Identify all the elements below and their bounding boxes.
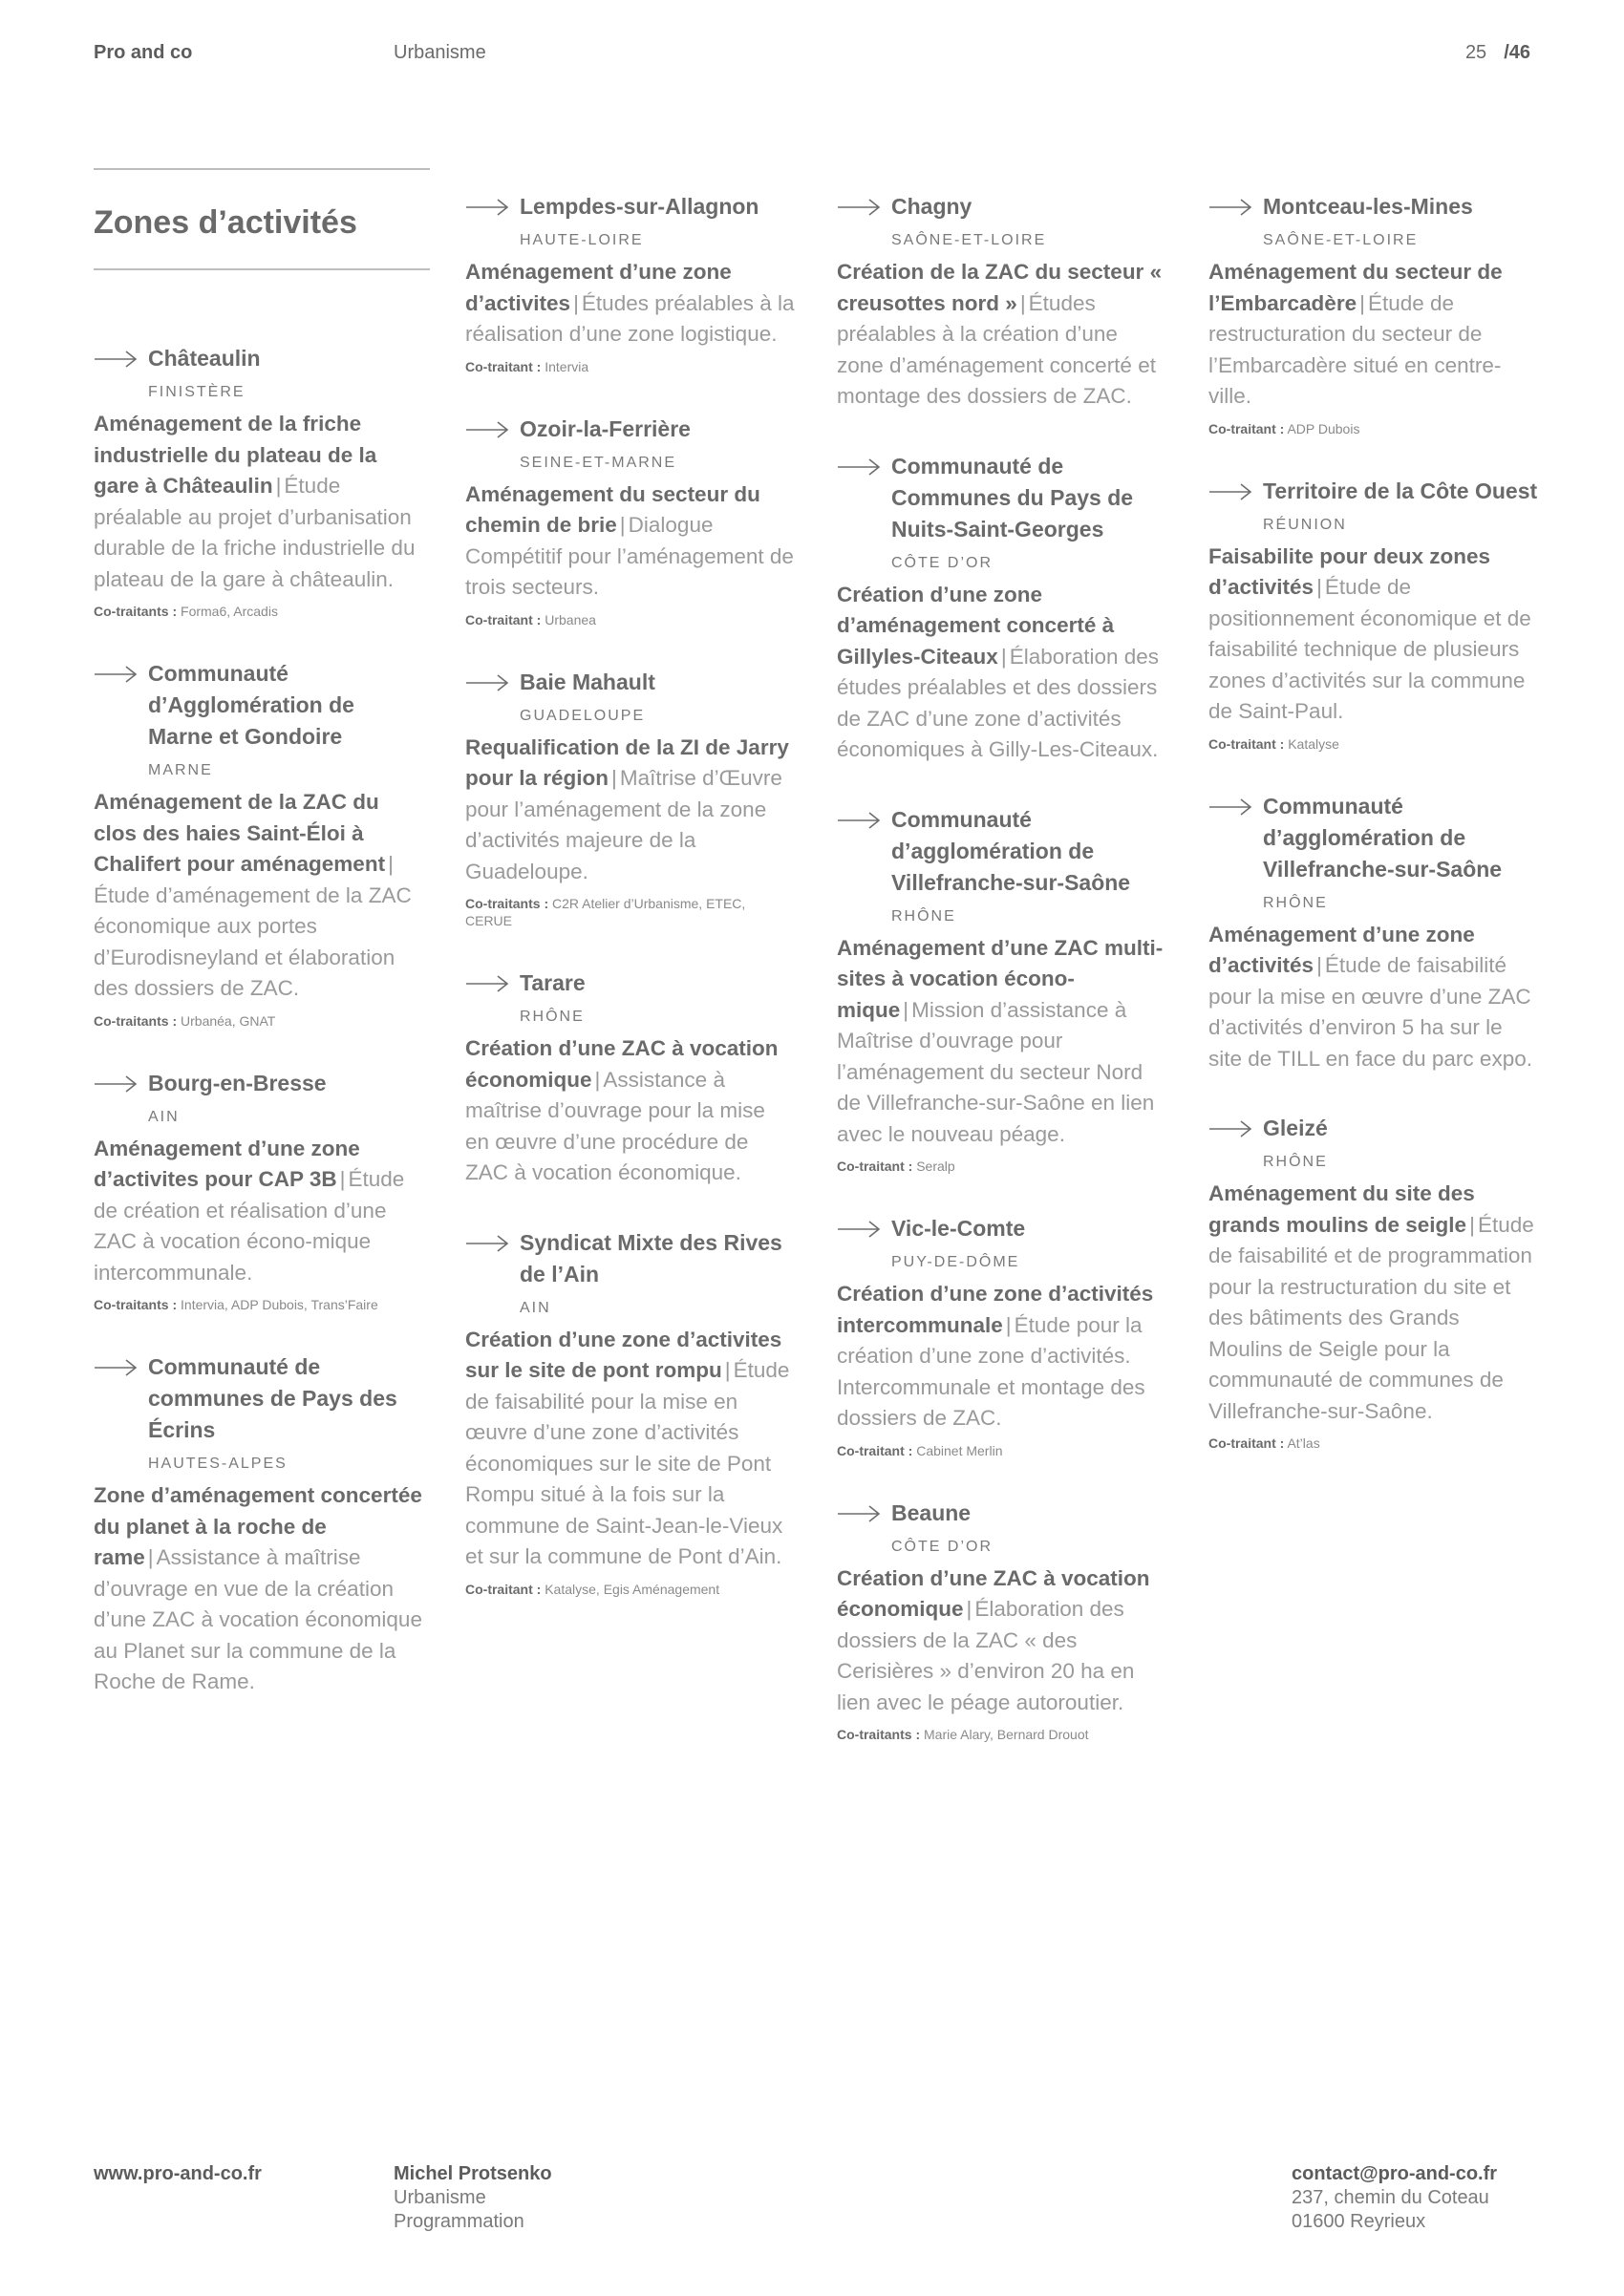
partners-names: Intervia bbox=[545, 358, 589, 374]
page-number bbox=[1465, 42, 1530, 64]
partners-label: Co-traitant : bbox=[1208, 1435, 1285, 1451]
project-entry bbox=[837, 1498, 1166, 1744]
arrow-right-icon bbox=[465, 419, 509, 440]
project-region: RHÔNE bbox=[520, 1009, 585, 1025]
partners-label: Co-traitant : bbox=[1208, 735, 1285, 752]
project-title: Aménagement d’une zone d’activites bbox=[465, 260, 732, 315]
project-partners bbox=[837, 1158, 1166, 1175]
partners-label: Co-traitant : bbox=[837, 1159, 913, 1174]
partners-names: Forma6, Arcadis bbox=[181, 604, 278, 619]
column-1 bbox=[94, 168, 423, 1736]
project-title: Création d’une zone d’aménagement concerté à Gillyles-Citeaux bbox=[837, 582, 1115, 669]
partners-label: Co-traitants : bbox=[837, 1727, 921, 1742]
project-place: Chagny bbox=[891, 194, 972, 219]
arrow-right-icon bbox=[1208, 797, 1252, 818]
project-text: Maîtrise d’Œuvre pour l’aménagement de la zone d’activités majeure de la Guadeloupe. bbox=[465, 766, 782, 883]
partners-names: Seralp bbox=[916, 1159, 955, 1174]
partners-label: Co-traitant : bbox=[1208, 420, 1285, 436]
project-region: FINISTÈRE bbox=[148, 384, 246, 400]
arrow-right-icon bbox=[837, 1503, 881, 1524]
project-place: Lempdes-sur-Allagnon bbox=[520, 194, 759, 219]
project-description bbox=[1208, 542, 1538, 728]
project-entry bbox=[837, 191, 1166, 413]
project-region: CÔTE D’OR bbox=[891, 1538, 993, 1555]
project-description bbox=[1208, 920, 1538, 1075]
project-partners bbox=[1208, 1435, 1538, 1452]
column-2 bbox=[465, 191, 795, 1636]
entry-header bbox=[837, 804, 1166, 899]
page-header bbox=[94, 42, 1530, 71]
separator-bar: | bbox=[1316, 953, 1322, 977]
project-description bbox=[94, 787, 423, 1005]
arrow-right-icon bbox=[837, 457, 881, 478]
partners-label: Co-traitants : bbox=[94, 1297, 178, 1312]
entry-header bbox=[94, 1068, 423, 1099]
project-place: Baie Mahault bbox=[520, 669, 655, 694]
arrow-right-icon bbox=[465, 973, 509, 994]
total-pages: /46 bbox=[1504, 42, 1530, 63]
entry-header bbox=[837, 191, 1166, 223]
project-region: GUADELOUPE bbox=[520, 707, 646, 724]
project-partners bbox=[94, 603, 423, 620]
project-text: Mission d’assistance à Maîtrise d’ouvrage pour l’aménagement du secteur Nord de Villefranche-sur-Saône en lien avec le nouveau péage. bbox=[837, 997, 1155, 1146]
project-text: Dialogue Compétitif pour l’aménagement de trois secteurs. bbox=[465, 513, 794, 599]
project-title: Aménagement d’une zone d’activites pour CAP 3B bbox=[94, 1136, 360, 1191]
entry-header bbox=[465, 1227, 795, 1290]
project-entry bbox=[1208, 476, 1538, 753]
partners-names: Katalyse bbox=[1288, 735, 1339, 752]
partners-label: Co-traitants : bbox=[94, 1012, 178, 1029]
project-text: Étude de positionnement économique et de faisabilité technique de plusieurs zones d’activités sur la commune de Saint-Paul. bbox=[1208, 575, 1531, 723]
partners-label: Co-traitant : bbox=[465, 1581, 542, 1597]
separator-bar: | bbox=[1005, 1312, 1012, 1337]
author-name: Michel Protsenko bbox=[394, 2163, 552, 2184]
project-partners bbox=[465, 895, 795, 929]
arrow-right-icon bbox=[94, 1357, 138, 1378]
project-region: RÉUNION bbox=[1263, 516, 1347, 533]
project-title: Création d’une zone d’activités intercommunale bbox=[837, 1282, 1154, 1337]
partners-label: Co-traitant : bbox=[465, 611, 542, 627]
partners-names: At’las bbox=[1287, 1435, 1320, 1451]
entry-header bbox=[1208, 1113, 1538, 1144]
project-place: Communauté de Communes du Pays de Nuits-Saint-Georges bbox=[891, 453, 1134, 542]
project-place: Châteaulin bbox=[148, 346, 261, 371]
project-entry bbox=[837, 451, 1166, 766]
arrow-right-icon bbox=[465, 1233, 509, 1254]
project-place: Communauté d’Agglomération de Marne et Gondoire bbox=[148, 661, 354, 749]
entry-header bbox=[837, 451, 1166, 545]
author-role-1: Urbanisme bbox=[394, 2187, 486, 2208]
project-place: Syndicat Mixte des Rives de l’Ain bbox=[520, 1229, 782, 1286]
project-description bbox=[1208, 1179, 1538, 1427]
project-region: SEINE-ET-MARNE bbox=[520, 454, 677, 471]
arrow-right-icon bbox=[1208, 197, 1252, 218]
separator-bar: | bbox=[619, 513, 626, 537]
partners-label: Co-traitants : bbox=[94, 604, 178, 619]
project-title: Création d’une ZAC à vocation économique bbox=[837, 1565, 1150, 1621]
partners-label: Co-traitant : bbox=[465, 358, 542, 374]
separator-bar: | bbox=[388, 852, 394, 876]
project-partners bbox=[1208, 735, 1538, 753]
separator-bar: | bbox=[275, 474, 282, 498]
project-place: Montceau-les-Mines bbox=[1263, 194, 1473, 219]
project-text: Étude de faisabilité pour la mise en œuvre d’une ZAC d’activités d’environ 5 ha sur le site de TILL en face du parc expo. bbox=[1208, 953, 1532, 1071]
project-description bbox=[465, 257, 795, 351]
project-region: HAUTE-LOIRE bbox=[520, 232, 644, 248]
entry-header bbox=[1208, 476, 1538, 507]
separator-bar: | bbox=[594, 1067, 601, 1092]
project-title: Zone d’aménagement concertée du planet à la roche de rame bbox=[94, 1483, 422, 1569]
project-description bbox=[94, 1134, 423, 1289]
project-title: Création d’une ZAC à vocation économique bbox=[465, 1036, 779, 1092]
separator-bar: | bbox=[339, 1167, 346, 1191]
column-4 bbox=[1208, 191, 1538, 1490]
project-region: SAÔNE-ET-LOIRE bbox=[891, 232, 1047, 248]
arrow-right-icon bbox=[94, 1074, 138, 1095]
project-partners bbox=[465, 1581, 795, 1598]
project-text: Étude de création et réalisation d’une ZAC à vocation écono-mique intercommunale. bbox=[94, 1167, 405, 1285]
project-place: Communauté de communes de Pays des Écrins bbox=[148, 1354, 397, 1442]
separator-bar: | bbox=[147, 1545, 154, 1569]
project-entry bbox=[94, 1068, 423, 1314]
project-place: Bourg-en-Bresse bbox=[148, 1070, 327, 1095]
arrow-right-icon bbox=[837, 1219, 881, 1240]
project-description bbox=[1208, 257, 1538, 413]
project-title: Création de la ZAC du secteur « creusottes nord » bbox=[837, 260, 1163, 315]
project-entry bbox=[465, 191, 795, 375]
column-3 bbox=[837, 191, 1166, 1781]
author-role-2: Programmation bbox=[394, 2211, 524, 2232]
project-partners bbox=[465, 358, 795, 375]
entry-header bbox=[94, 1351, 423, 1446]
entry-header bbox=[837, 1498, 1166, 1529]
project-place: Communauté d’agglomération de Villefranche-sur-Saône bbox=[1263, 793, 1503, 882]
project-partners bbox=[94, 1012, 423, 1030]
entry-header bbox=[465, 667, 795, 698]
partners-names: Katalyse, Egis Aménagement bbox=[545, 1581, 720, 1597]
brand-name: Pro and co bbox=[94, 42, 193, 63]
project-partners bbox=[94, 1296, 423, 1313]
separator-bar: | bbox=[1019, 290, 1026, 315]
project-entry bbox=[94, 1351, 423, 1698]
project-title: Aménagement du site des grands moulins de seigle bbox=[1208, 1181, 1475, 1237]
separator-bar: | bbox=[966, 1597, 972, 1621]
entry-header bbox=[465, 967, 795, 999]
partners-names: Cabinet Merlin bbox=[916, 1442, 1003, 1458]
project-text: Étude de faisabilité et de programmation pour la restructuration du site et des bâtiments des Grands Moulins de Seigle pour la communauté de communes de Villefranche-sur-Saône. bbox=[1208, 1212, 1534, 1423]
arrow-right-icon bbox=[465, 197, 509, 218]
arrow-right-icon bbox=[837, 197, 881, 218]
project-region: RHÔNE bbox=[1263, 894, 1328, 911]
project-text: Études préalables à la création d’une zone d’aménagement concerté et montage des dossiers de ZAC. bbox=[837, 290, 1156, 408]
partners-names: Marie Alary, Bernard Drouot bbox=[924, 1727, 1089, 1742]
project-text: Étude préalable au projet d’urbanisation durable de la friche industrielle du plateau de la gare à châteaulin. bbox=[94, 474, 416, 591]
project-text: Étude d’aménagement de la ZAC économique aux portes d’Eurodisneyland et élaboration des dossiers de ZAC. bbox=[94, 882, 412, 1000]
separator-bar: | bbox=[611, 766, 617, 790]
project-description bbox=[837, 933, 1166, 1151]
project-entry bbox=[94, 343, 423, 620]
separator-bar: | bbox=[1359, 290, 1365, 315]
separator-bar: | bbox=[1316, 575, 1322, 599]
entry-header bbox=[94, 343, 423, 374]
project-title: Aménagement d’une ZAC multi-sites à vocation écono-mique bbox=[837, 935, 1164, 1022]
arrow-right-icon bbox=[465, 672, 509, 693]
project-place: Beaune bbox=[891, 1499, 972, 1525]
current-page: 25 bbox=[1464, 42, 1487, 63]
project-text: Assistance à maîtrise d’ouvrage en vue de la création d’une ZAC à vocation économique au Planet sur la commune de la Roche de Rame. bbox=[94, 1545, 422, 1693]
project-partners bbox=[1208, 420, 1538, 437]
project-region: PUY-DE-DÔME bbox=[891, 1254, 1020, 1270]
section-title-block bbox=[94, 168, 430, 270]
project-description bbox=[837, 580, 1166, 766]
project-title: Aménagement de la friche industrielle du plateau de la gare à Châteaulin bbox=[94, 412, 377, 498]
separator-bar: | bbox=[724, 1358, 731, 1382]
project-description bbox=[94, 1480, 423, 1698]
arrow-right-icon bbox=[94, 664, 138, 685]
entry-header bbox=[837, 1213, 1166, 1244]
project-place: Vic-le-Comte bbox=[891, 1216, 1026, 1241]
project-place: Ozoir-la-Ferrière bbox=[520, 415, 691, 441]
project-region: HAUTES-ALPES bbox=[148, 1456, 288, 1472]
project-region: RHÔNE bbox=[891, 907, 956, 925]
project-entry bbox=[1208, 1113, 1538, 1452]
website-link[interactable]: www.pro-and-co.fr bbox=[94, 2163, 262, 2184]
project-description bbox=[837, 1563, 1166, 1719]
project-description bbox=[837, 1279, 1166, 1435]
project-title: Aménagement d’une zone d’activités bbox=[1208, 922, 1475, 977]
partners-label: Co-traitants : bbox=[465, 896, 549, 911]
project-entry bbox=[465, 414, 795, 628]
project-description bbox=[837, 257, 1166, 413]
project-partners bbox=[837, 1726, 1166, 1743]
project-title: Aménagement de la ZAC du clos des haies Saint-Éloi à Chalifert pour aménagement bbox=[94, 790, 386, 876]
project-text: Élaboration des études préalables et des dossiers de ZAC d’une zone d’activités économiques à Gilly-Les-Citeaux. bbox=[837, 644, 1160, 761]
arrow-right-icon bbox=[1208, 1118, 1252, 1139]
project-description bbox=[465, 733, 795, 888]
separator-bar: | bbox=[573, 290, 579, 315]
project-place: Gleizé bbox=[1263, 1116, 1328, 1140]
project-entry bbox=[837, 804, 1166, 1176]
project-description bbox=[94, 409, 423, 595]
project-region: CÔTE D’OR bbox=[891, 554, 993, 571]
partners-names: Intervia, ADP Dubois, Trans’Faire bbox=[181, 1297, 378, 1312]
project-entry bbox=[837, 1213, 1166, 1459]
partners-label: Co-traitant : bbox=[837, 1442, 913, 1458]
project-text: Étude de faisabilité pour la mise en œuvre d’une zone d’activités économiques sur le site de Pont Rompu situé à la fois sur la commune de Saint-Jean-le-Vieux et sur la commune de Pont d’Ain. bbox=[465, 1358, 790, 1568]
project-title: Création d’une zone d’activites sur le site de pont rompu bbox=[465, 1327, 782, 1382]
entry-header bbox=[465, 414, 795, 445]
section-title: Zones d’activités bbox=[94, 204, 357, 241]
project-text: Élaboration des dossiers de la ZAC « des Cerisières » d’environ 20 ha en lien avec le péage autoroutier. bbox=[837, 1597, 1135, 1714]
project-title: Requalification de la ZI de Jarry pour la région bbox=[465, 734, 789, 790]
address-line-2: 01600 Reyrieux bbox=[1292, 2211, 1426, 2232]
project-title: Faisabilite pour deux zones d’activités bbox=[1208, 543, 1491, 599]
arrow-right-icon bbox=[837, 810, 881, 831]
section-name: Urbanisme bbox=[394, 42, 486, 63]
project-place: Communauté d’agglomération de Villefranche-sur-Saône bbox=[891, 806, 1131, 895]
address-line-1: 237, chemin du Coteau bbox=[1292, 2187, 1489, 2208]
contact-block bbox=[1292, 2162, 1497, 2234]
project-text: Étude de restructuration du secteur de l’Embarcadère situé en centre-ville. bbox=[1208, 290, 1502, 408]
project-region: AIN bbox=[520, 1299, 551, 1316]
separator-bar: | bbox=[903, 997, 909, 1022]
project-text: Études préalables à la réalisation d’une zone logistique. bbox=[465, 290, 795, 346]
project-entry bbox=[465, 1227, 795, 1598]
entry-header bbox=[1208, 191, 1538, 223]
project-region: AIN bbox=[148, 1108, 180, 1125]
separator-bar: | bbox=[1469, 1212, 1475, 1237]
entry-header bbox=[1208, 791, 1538, 885]
project-place: Territoire de la Côte Ouest bbox=[1263, 478, 1538, 503]
project-entry bbox=[1208, 791, 1538, 1075]
project-text: Assistance à maîtrise d’ouvrage pour la mise en œuvre d’une procédure de ZAC à vocation économique. bbox=[465, 1067, 765, 1184]
partners-names: Urbanéa, GNAT bbox=[181, 1012, 276, 1029]
author-block bbox=[394, 2162, 552, 2234]
project-region: RHÔNE bbox=[1263, 1154, 1328, 1170]
partners-names: C2R Atelier d’Urbanisme, ETEC, CERUE bbox=[465, 896, 746, 928]
partners-names: Urbanea bbox=[545, 611, 596, 627]
project-region: MARNE bbox=[148, 762, 213, 778]
project-text: Étude pour la création d’une zone d’activités. Intercommunale et montage des dossiers de ZAC. bbox=[837, 1312, 1145, 1430]
project-entry bbox=[1208, 191, 1538, 437]
separator-bar: | bbox=[1000, 644, 1007, 669]
entry-header bbox=[94, 658, 423, 753]
project-title: Aménagement du secteur du chemin de brie bbox=[465, 481, 760, 537]
project-partners bbox=[837, 1442, 1166, 1459]
project-entry bbox=[465, 967, 795, 1189]
project-partners bbox=[465, 611, 795, 628]
project-description bbox=[465, 1325, 795, 1573]
contact-email[interactable]: contact@pro-and-co.fr bbox=[1292, 2163, 1498, 2184]
project-region: SAÔNE-ET-LOIRE bbox=[1263, 232, 1419, 248]
project-entry bbox=[94, 658, 423, 1030]
arrow-right-icon bbox=[1208, 481, 1252, 502]
project-entry bbox=[465, 667, 795, 930]
project-description bbox=[465, 1033, 795, 1189]
arrow-right-icon bbox=[94, 349, 138, 370]
entry-header bbox=[465, 191, 795, 223]
project-title: Aménagement du secteur de l’Embarcadère bbox=[1208, 260, 1503, 315]
project-description bbox=[465, 479, 795, 604]
partners-names: ADP Dubois bbox=[1287, 420, 1360, 436]
project-place: Tarare bbox=[520, 970, 586, 995]
